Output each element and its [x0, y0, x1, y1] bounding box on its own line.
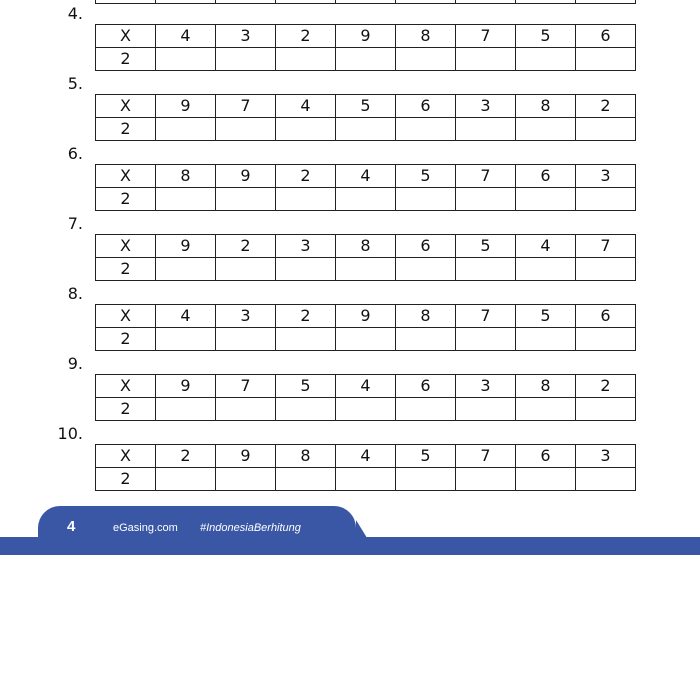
answer-cell[interactable]: [396, 258, 456, 281]
value-cell: 5: [276, 375, 336, 398]
value-cell: 5: [516, 305, 576, 328]
value-cell: 8: [276, 445, 336, 468]
answer-cell[interactable]: [576, 118, 636, 141]
value-cell: 3: [276, 235, 336, 258]
answer-cell[interactable]: [156, 188, 216, 211]
multiplication-table: [95, 24, 636, 71]
answer-cell[interactable]: [276, 118, 336, 141]
answer-cell[interactable]: [396, 48, 456, 71]
multiply-symbol: X: [96, 445, 156, 468]
answer-cell[interactable]: [216, 118, 276, 141]
problem-number: 10.: [57, 424, 83, 443]
value-cell: 5: [516, 25, 576, 48]
answer-cell[interactable]: [336, 188, 396, 211]
answer-cell[interactable]: [576, 188, 636, 211]
page-number: 4: [67, 518, 76, 535]
answer-cell[interactable]: [216, 48, 276, 71]
multiply-symbol: X: [96, 375, 156, 398]
multiplier-value: 2: [96, 468, 156, 491]
answer-cell[interactable]: [216, 258, 276, 281]
answer-cell[interactable]: [456, 258, 516, 281]
value-cell: 3: [216, 305, 276, 328]
answer-cell[interactable]: [576, 398, 636, 421]
multiply-symbol: X: [96, 95, 156, 118]
value-cell: 8: [396, 25, 456, 48]
multiplication-table: [95, 94, 636, 141]
problem-block: [0, 210, 700, 280]
value-cell: 7: [456, 445, 516, 468]
answer-cell[interactable]: [216, 468, 276, 491]
answer-cell[interactable]: [156, 258, 216, 281]
problem-number: 8.: [67, 284, 83, 303]
value-cell: 2: [276, 305, 336, 328]
answer-cell[interactable]: [276, 258, 336, 281]
answer-cell[interactable]: [516, 468, 576, 491]
value-cell: 5: [396, 165, 456, 188]
value-cell: 9: [156, 235, 216, 258]
answer-cell[interactable]: [396, 398, 456, 421]
answer-cell[interactable]: [336, 258, 396, 281]
answer-cell[interactable]: [516, 328, 576, 351]
value-cell: 5: [456, 235, 516, 258]
value-cell: 9: [216, 165, 276, 188]
answer-cell[interactable]: [516, 188, 576, 211]
value-cell: 2: [576, 375, 636, 398]
value-cell: 2: [576, 95, 636, 118]
value-cell: 4: [336, 375, 396, 398]
value-cell: 9: [156, 375, 216, 398]
answer-cell[interactable]: [456, 188, 516, 211]
multiply-symbol: X: [96, 165, 156, 188]
answer-cell[interactable]: [396, 188, 456, 211]
value-cell: 8: [396, 305, 456, 328]
answer-cell[interactable]: [456, 118, 516, 141]
value-cell: 6: [576, 305, 636, 328]
multiplication-table: [95, 444, 636, 491]
value-cell: 6: [516, 165, 576, 188]
answer-cell[interactable]: [576, 48, 636, 71]
answer-cell[interactable]: [396, 468, 456, 491]
answer-cell[interactable]: [456, 48, 516, 71]
multiplier-value: 2: [96, 258, 156, 281]
value-cell: 3: [456, 95, 516, 118]
multiply-symbol: X: [96, 235, 156, 258]
value-cell: 4: [336, 445, 396, 468]
answer-cell[interactable]: [576, 468, 636, 491]
answer-cell[interactable]: [276, 468, 336, 491]
value-cell: 9: [156, 95, 216, 118]
footer-site-link[interactable]: eGasing.com: [113, 522, 178, 534]
value-cell: 4: [156, 25, 216, 48]
multiplier-value: 2: [96, 48, 156, 71]
problem-number: 7.: [67, 214, 83, 233]
multiplier-value: 2: [96, 118, 156, 141]
value-cell: 6: [396, 235, 456, 258]
answer-cell[interactable]: [576, 328, 636, 351]
multiplier-value: 2: [96, 188, 156, 211]
value-cell: 2: [276, 165, 336, 188]
value-cell: 7: [576, 235, 636, 258]
multiplication-table: [95, 234, 636, 281]
value-cell: 3: [576, 445, 636, 468]
value-cell: 6: [576, 25, 636, 48]
answer-cell[interactable]: [516, 398, 576, 421]
multiply-symbol: X: [96, 305, 156, 328]
answer-cell[interactable]: [396, 118, 456, 141]
answer-cell[interactable]: [336, 398, 396, 421]
problem-block: [0, 350, 700, 420]
multiplication-table: [95, 374, 636, 421]
answer-cell[interactable]: [216, 188, 276, 211]
problem-number: 5.: [67, 74, 83, 93]
value-cell: 8: [516, 375, 576, 398]
value-cell: 2: [276, 25, 336, 48]
answer-cell[interactable]: [276, 328, 336, 351]
value-cell: 5: [336, 95, 396, 118]
value-cell: 5: [396, 445, 456, 468]
value-cell: 4: [156, 305, 216, 328]
value-cell: 9: [336, 305, 396, 328]
footer-hashtag: #IndonesiaBerhitung: [200, 522, 301, 534]
value-cell: 6: [396, 95, 456, 118]
answer-cell[interactable]: [456, 328, 516, 351]
answer-cell[interactable]: [576, 258, 636, 281]
multiplier-value: 2: [96, 398, 156, 421]
value-cell: 3: [216, 25, 276, 48]
value-cell: 4: [516, 235, 576, 258]
value-cell: 7: [456, 25, 516, 48]
value-cell: 8: [516, 95, 576, 118]
answer-cell[interactable]: [516, 258, 576, 281]
value-cell: 7: [456, 305, 516, 328]
multiplication-table: [95, 304, 636, 351]
value-cell: 9: [216, 445, 276, 468]
answer-cell[interactable]: [336, 328, 396, 351]
value-cell: 4: [276, 95, 336, 118]
value-cell: 9: [336, 25, 396, 48]
value-cell: 6: [396, 375, 456, 398]
answer-cell[interactable]: [156, 48, 216, 71]
problem-block: [0, 70, 700, 140]
multiply-symbol: X: [96, 25, 156, 48]
problem-number: 4.: [67, 4, 83, 23]
answer-cell[interactable]: [336, 48, 396, 71]
value-cell: 7: [216, 375, 276, 398]
value-cell: 7: [456, 165, 516, 188]
answer-cell[interactable]: [156, 468, 216, 491]
value-cell: 2: [156, 445, 216, 468]
problem-block: [0, 280, 700, 350]
problem-block: [0, 140, 700, 210]
answer-cell[interactable]: [156, 328, 216, 351]
answer-cell[interactable]: [216, 398, 276, 421]
answer-cell[interactable]: [336, 468, 396, 491]
answer-cell[interactable]: [456, 398, 516, 421]
answer-cell[interactable]: [396, 328, 456, 351]
value-cell: 4: [336, 165, 396, 188]
problem-number: 9.: [67, 354, 83, 373]
footer-tab: [38, 506, 356, 546]
problem-block: [0, 0, 700, 70]
answer-cell[interactable]: [336, 118, 396, 141]
value-cell: 3: [576, 165, 636, 188]
problem-number: 6.: [67, 144, 83, 163]
value-cell: 6: [516, 445, 576, 468]
answer-cell[interactable]: [516, 48, 576, 71]
answer-cell[interactable]: [216, 328, 276, 351]
value-cell: 7: [216, 95, 276, 118]
answer-cell[interactable]: [156, 118, 216, 141]
answer-cell[interactable]: [456, 468, 516, 491]
multiplier-value: 2: [96, 328, 156, 351]
problem-block: [0, 420, 700, 490]
answer-cell[interactable]: [516, 118, 576, 141]
multiplication-table: [95, 164, 636, 211]
value-cell: 3: [456, 375, 516, 398]
answer-cell[interactable]: [276, 398, 336, 421]
answer-cell[interactable]: [276, 48, 336, 71]
answer-cell[interactable]: [156, 398, 216, 421]
answer-cell[interactable]: [276, 188, 336, 211]
value-cell: 8: [156, 165, 216, 188]
value-cell: 2: [216, 235, 276, 258]
value-cell: 8: [336, 235, 396, 258]
